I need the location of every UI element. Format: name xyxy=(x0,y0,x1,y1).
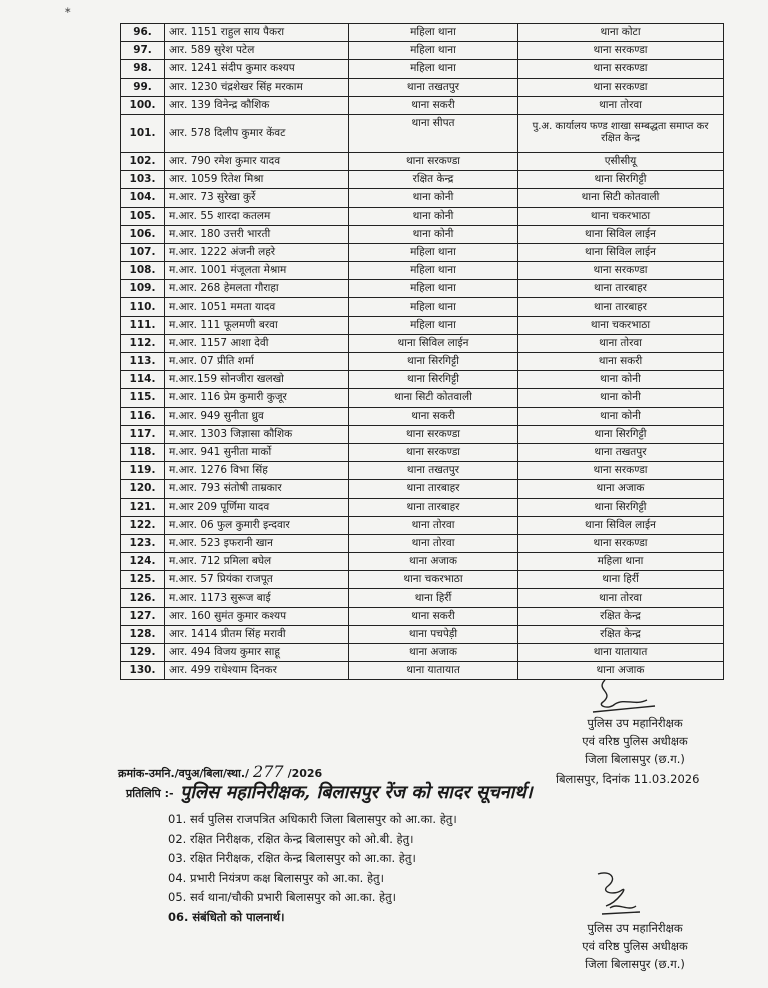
cell-name: म.आर.159 सोनजीरा खलखो xyxy=(165,371,349,389)
cell-sno: 97. xyxy=(121,42,165,60)
cell-to: थाना कोनी xyxy=(518,389,724,407)
cell-name: म.आर. 116 प्रेम कुमारी कुजूर xyxy=(165,389,349,407)
cell-name: म.आर. 1051 ममता यादव xyxy=(165,298,349,316)
cell-sno: 100. xyxy=(121,96,165,114)
cell-from: थाना तखतपुर xyxy=(349,462,518,480)
cell-sno: 127. xyxy=(121,607,165,625)
cell-name: आर. 1414 प्रीतम सिंह मरावी xyxy=(165,625,349,643)
cell-to: थाना सिविल लाईन xyxy=(518,243,724,261)
signatory-block-top xyxy=(550,715,720,768)
table-row xyxy=(121,480,724,498)
table-row xyxy=(121,78,724,96)
cell-sno: 118. xyxy=(121,443,165,461)
table-row xyxy=(121,298,724,316)
cell-from: थाना सिरगिट्टी xyxy=(349,371,518,389)
cell-sno: 119. xyxy=(121,462,165,480)
cell-to: थाना सरकण्डा xyxy=(518,78,724,96)
cell-name: आर. 499 राधेश्याम दिनकर xyxy=(165,662,349,680)
cell-name: म.आर. 06 फुल कुमारी इन्दवार xyxy=(165,516,349,534)
cell-from: थाना तारबाहर xyxy=(349,498,518,516)
cell-from: थाना यातायात xyxy=(349,662,518,680)
cell-from: थाना कोनी xyxy=(349,225,518,243)
cell-from: थाना तोरवा xyxy=(349,534,518,552)
distribution-item: 05. सर्व थाना/चौकी प्रभारी बिलासपुर को आ.का. हेतु। xyxy=(168,890,397,904)
cell-sno: 107. xyxy=(121,243,165,261)
table-row xyxy=(121,243,724,261)
order-year: /2026 xyxy=(287,767,323,780)
cell-name: म.आर. 1157 आशा देवी xyxy=(165,334,349,352)
signature-bottom xyxy=(588,868,648,920)
cell-name: म.आर. 1222 अंजनी लहरे xyxy=(165,243,349,261)
cell-from: थाना सकरी xyxy=(349,407,518,425)
cell-sno: 117. xyxy=(121,425,165,443)
cell-to: थाना तोरवा xyxy=(518,96,724,114)
cell-sno: 125. xyxy=(121,571,165,589)
cell-from: महिला थाना xyxy=(349,280,518,298)
cell-sno: 114. xyxy=(121,371,165,389)
cell-to: थाना तोरवा xyxy=(518,589,724,607)
cell-name: म.आर 209 पूर्णिमा यादव xyxy=(165,498,349,516)
cell-sno: 102. xyxy=(121,152,165,170)
cell-from: थाना सकरी xyxy=(349,607,518,625)
distribution-item: 04. प्रभारी नियंत्रण कक्ष बिलासपुर को आ.का. हेतु। xyxy=(168,870,384,885)
table-row xyxy=(121,189,724,207)
signatory-bottom-line2: एवं वरिष्ठ पुलिस अधीक्षक xyxy=(582,938,688,953)
order-place-date: बिलासपुर, दिनांक 11.03.2026 xyxy=(556,772,700,786)
table-row xyxy=(121,353,724,371)
cell-to: थाना कोटा xyxy=(518,24,724,42)
cell-sno: 113. xyxy=(121,353,165,371)
cell-to: थाना सरकण्डा xyxy=(518,42,724,60)
cell-sno: 109. xyxy=(121,280,165,298)
cell-sno: 130. xyxy=(121,662,165,680)
cell-name: म.आर. 793 संतोषी ताम्रकार xyxy=(165,480,349,498)
cell-sno: 98. xyxy=(121,60,165,78)
signatory-top-line2: एवं वरिष्ठ पुलिस अधीक्षक xyxy=(582,733,688,748)
cell-from: थाना सिटी कोतवाली xyxy=(349,389,518,407)
cell-from: रक्षित केन्द्र xyxy=(349,171,518,189)
signatory-top-line3: जिला बिलासपुर (छ.ग.) xyxy=(585,751,685,766)
cell-to: थाना सकरी xyxy=(518,353,724,371)
table-row xyxy=(121,280,724,298)
cell-from: थाना कोनी xyxy=(349,207,518,225)
signatory-bottom-line3: जिला बिलासपुर (छ.ग.) xyxy=(585,956,685,971)
cell-sno: 105. xyxy=(121,207,165,225)
cell-sno: 96. xyxy=(121,24,165,42)
cell-sno: 122. xyxy=(121,516,165,534)
cell-sno: 128. xyxy=(121,625,165,643)
cell-sno: 112. xyxy=(121,334,165,352)
table-row xyxy=(121,24,724,42)
cell-sno: 123. xyxy=(121,534,165,552)
signature-top xyxy=(585,676,675,716)
cell-sno: 120. xyxy=(121,480,165,498)
cell-to: रक्षित केन्द्र xyxy=(518,607,724,625)
cell-name: म.आर. 57 प्रियंका राजपूत xyxy=(165,571,349,589)
cell-to: थाना कोनी xyxy=(518,371,724,389)
cell-sno: 101. xyxy=(121,114,165,152)
distribution-item: 02. रक्षित निरीक्षक, रक्षित केन्द्र बिलासपुर को ओ.बी. हेतु। xyxy=(168,831,414,846)
cell-from: थाना सकरी xyxy=(349,96,518,114)
table-row xyxy=(121,42,724,60)
order-number-line xyxy=(118,762,322,781)
cell-to: थाना अजाक xyxy=(518,662,724,680)
cell-name: म.आर. 1303 जिज्ञासा कौशिक xyxy=(165,425,349,443)
cell-sno: 124. xyxy=(121,553,165,571)
cell-from: थाना सिरगिट्टी xyxy=(349,353,518,371)
cell-to: थाना सरकण्डा xyxy=(518,462,724,480)
cell-from: थाना तोरवा xyxy=(349,516,518,534)
cell-from: थाना चकरभाठा xyxy=(349,571,518,589)
cell-sno: 111. xyxy=(121,316,165,334)
cell-sno: 129. xyxy=(121,644,165,662)
table-row xyxy=(121,171,724,189)
distribution-item: 01. सर्व पुलिस राजपत्रित अधिकारी जिला बिलासपुर को आ.का. हेतु। xyxy=(168,812,457,826)
table-row xyxy=(121,607,724,625)
order-prefix: क्रमांक-उमनि./वपुअ/बिला/स्था./ xyxy=(118,767,250,780)
cell-to: थाना तोरवा xyxy=(518,334,724,352)
cell-name: म.आर. 523 इफरानी खान xyxy=(165,534,349,552)
cell-to: थाना सरकण्डा xyxy=(518,60,724,78)
cell-sno: 116. xyxy=(121,407,165,425)
cell-name: म.आर. 111 फूलमणी बरवा xyxy=(165,316,349,334)
table-row xyxy=(121,114,724,152)
distribution-list xyxy=(168,812,457,929)
order-number: 277 xyxy=(253,762,284,781)
cell-from: महिला थाना xyxy=(349,42,518,60)
cell-name: आर. 139 विनेन्द्र कौशिक xyxy=(165,96,349,114)
cell-to: थाना सरकण्डा xyxy=(518,262,724,280)
cell-to: थाना अजाक xyxy=(518,480,724,498)
cell-name: आर. 790 रमेश कुमार यादव xyxy=(165,152,349,170)
cell-sno: 99. xyxy=(121,78,165,96)
cell-sno: 110. xyxy=(121,298,165,316)
cell-from: थाना कोनी xyxy=(349,189,518,207)
cell-name: म.आर. 712 प्रमिला बघेल xyxy=(165,553,349,571)
cell-from: थाना अजाक xyxy=(349,644,518,662)
table-row xyxy=(121,207,724,225)
cell-sno: 115. xyxy=(121,389,165,407)
cell-to: थाना कोनी xyxy=(518,407,724,425)
table-row xyxy=(121,334,724,352)
cell-from: थाना सरकण्डा xyxy=(349,152,518,170)
cell-from: थाना पचपेड़ी xyxy=(349,625,518,643)
cell-sno: 103. xyxy=(121,171,165,189)
table-row xyxy=(121,407,724,425)
cell-name: म.आर. 941 सुनीता मार्को xyxy=(165,443,349,461)
cell-from: महिला थाना xyxy=(349,24,518,42)
table-row xyxy=(121,644,724,662)
table-row xyxy=(121,96,724,114)
cell-from: महिला थाना xyxy=(349,262,518,280)
cell-sno: 121. xyxy=(121,498,165,516)
cell-to: थाना सिटी कोतवाली xyxy=(518,189,724,207)
cell-to: थाना सिविल लाईन xyxy=(518,225,724,243)
table-row xyxy=(121,534,724,552)
cell-to: पु.अ. कार्यालय फण्ड शाखा सम्बद्धता समाप्त कर रक्षित केन्द्र xyxy=(518,114,724,152)
cell-sno: 106. xyxy=(121,225,165,243)
cell-name: म.आर. 55 शारदा कतलम xyxy=(165,207,349,225)
distribution-item: 03. रक्षित निरीक्षक, रक्षित केन्द्र बिलासपुर को आ.का. हेतु। xyxy=(168,851,416,865)
cell-from: महिला थाना xyxy=(349,243,518,261)
signatory-bottom-line1: पुलिस उप महानिरीक्षक xyxy=(587,921,683,935)
cell-name: आर. 1151 राहुल साय पैकरा xyxy=(165,24,349,42)
corner-mark: ∗ xyxy=(64,6,72,16)
table-row xyxy=(121,60,724,78)
table-row xyxy=(121,625,724,643)
cell-from: थाना सिविल लाईन xyxy=(349,334,518,352)
cell-to: थाना तारबाहर xyxy=(518,280,724,298)
cell-from: थाना तारबाहर xyxy=(349,480,518,498)
cell-name: आर. 589 सुरेश पटेल xyxy=(165,42,349,60)
cell-name: म.आर. 1001 मंजूलता मेश्राम xyxy=(165,262,349,280)
cell-name: म.आर. 268 हेमलता गौराहा xyxy=(165,280,349,298)
cell-from: महिला थाना xyxy=(349,298,518,316)
cell-from: थाना हिर्री xyxy=(349,589,518,607)
cell-to: थाना सिरगिट्टी xyxy=(518,171,724,189)
cell-name: आर. 1059 रितेश मिश्रा xyxy=(165,171,349,189)
cell-to: थाना चकरभाठा xyxy=(518,207,724,225)
table-row xyxy=(121,389,724,407)
cell-to: थाना सिरगिट्टी xyxy=(518,425,724,443)
cell-to: महिला थाना xyxy=(518,553,724,571)
cell-from: थाना सरकण्डा xyxy=(349,443,518,461)
cell-to: थाना सिरगिट्टी xyxy=(518,498,724,516)
transfer-table xyxy=(120,23,724,680)
cell-from: महिला थाना xyxy=(349,60,518,78)
cell-from: थाना अजाक xyxy=(349,553,518,571)
copy-handwritten-note: पुलिस महानिरीक्षक, बिलासपुर रेंज को सादर सूचनार्थ। xyxy=(180,782,533,803)
cell-name: म.आर. 949 सुनीता ध्रुव xyxy=(165,407,349,425)
cell-to: थाना यातायात xyxy=(518,644,724,662)
cell-to: थाना तखतपुर xyxy=(518,443,724,461)
copy-label: प्रतिलिपि :- xyxy=(126,787,174,800)
cell-name: म.आर. 1173 सुरूज बाई xyxy=(165,589,349,607)
table-row xyxy=(121,443,724,461)
cell-sno: 108. xyxy=(121,262,165,280)
cell-to: थाना चकरभाठा xyxy=(518,316,724,334)
table-row xyxy=(121,462,724,480)
table-row xyxy=(121,262,724,280)
cell-name: आर. 494 विजय कुमार साहू xyxy=(165,644,349,662)
table-row xyxy=(121,589,724,607)
cell-to: थाना तारबाहर xyxy=(518,298,724,316)
cell-to: थाना हिर्री xyxy=(518,571,724,589)
cell-to: एसीसीयू xyxy=(518,152,724,170)
cell-from: थाना सरकण्डा xyxy=(349,425,518,443)
cell-from: थाना तखतपुर xyxy=(349,78,518,96)
cell-name: म.आर. 180 उत्तरी भारती xyxy=(165,225,349,243)
cell-name: आर. 160 सुमंत कुमार कश्यप xyxy=(165,607,349,625)
table-row xyxy=(121,225,724,243)
table-row xyxy=(121,425,724,443)
cell-name: म.आर. 07 प्रीति शर्मा xyxy=(165,353,349,371)
cell-name: म.आर. 73 सुरेखा कुर्रे xyxy=(165,189,349,207)
cell-sno: 126. xyxy=(121,589,165,607)
table-row xyxy=(121,516,724,534)
signatory-top-line1: पुलिस उप महानिरीक्षक xyxy=(587,716,683,730)
cell-from: थाना सीपत xyxy=(349,114,518,152)
cell-name: आर. 1241 संदीप कुमार कश्यप xyxy=(165,60,349,78)
table-row xyxy=(121,316,724,334)
cell-to: थाना सरकण्डा xyxy=(518,534,724,552)
cell-sno: 104. xyxy=(121,189,165,207)
table-row xyxy=(121,498,724,516)
cell-name: आर. 1230 चंद्रशेखर सिंह मरकाम xyxy=(165,78,349,96)
cell-from: महिला थाना xyxy=(349,316,518,334)
distribution-item: 06. संबंधितो को पालनार्थ। xyxy=(168,909,285,924)
table-row xyxy=(121,371,724,389)
cell-name: आर. 578 दिलीप कुमार केंवट xyxy=(165,114,349,152)
cell-to: थाना सिविल लाईन xyxy=(518,516,724,534)
table-row xyxy=(121,571,724,589)
signatory-block-bottom xyxy=(550,920,720,973)
table-row xyxy=(121,553,724,571)
cell-to: रक्षित केन्द्र xyxy=(518,625,724,643)
cell-name: म.आर. 1276 विभा सिंह xyxy=(165,462,349,480)
table-row xyxy=(121,152,724,170)
